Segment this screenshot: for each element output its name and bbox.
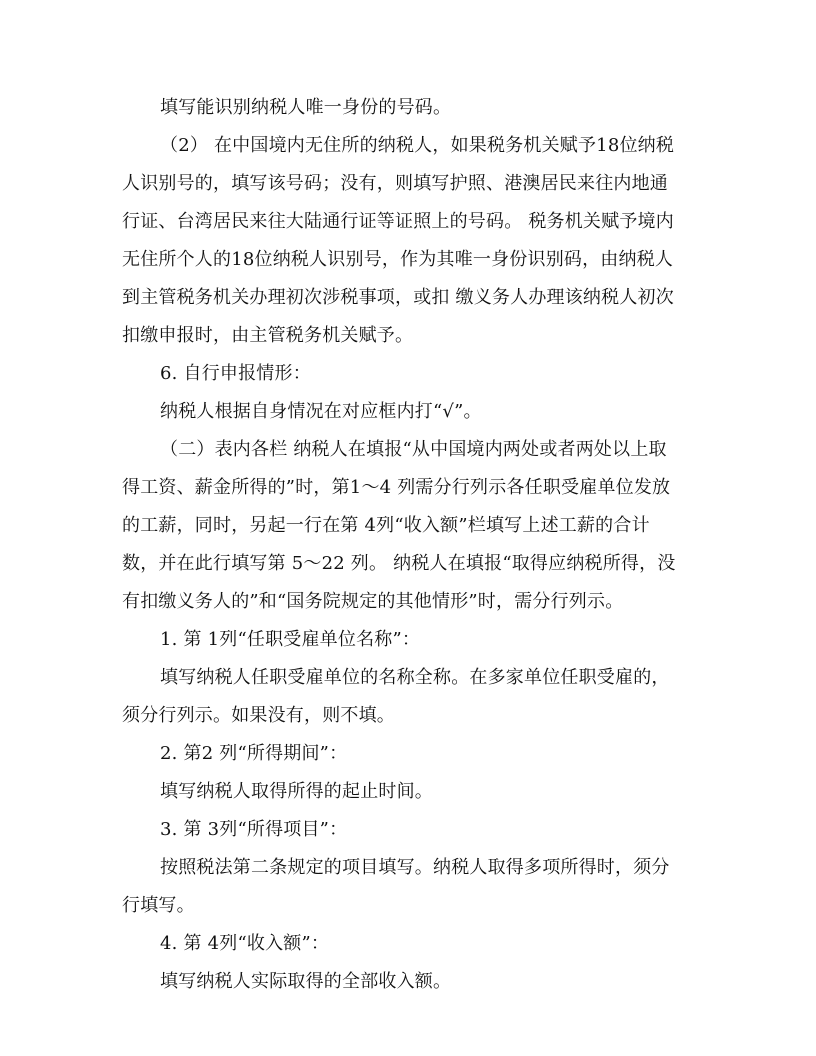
paragraph-line: 填写纳税人取得所得的起止时间。: [160, 781, 433, 802]
paragraph-line: 得工资、薪金所得的”时，第1～4 列需分行列示各任职受雇单位发放: [122, 477, 671, 498]
paragraph-line: 数，并在此行填写第 5～22 列。 纳税人在填报“取得应纳税所得，没: [122, 553, 676, 574]
paragraph-line: 到主管税务机关办理初次涉税事项，或扣 缴义务人办理该纳税人初次: [122, 287, 674, 308]
paragraph-line: 扣缴申报时，由主管税务机关赋予。: [122, 325, 414, 346]
paragraph-line: 人识别号的，填写该号码；没有，则填写护照、港澳居民来往内地通: [122, 173, 668, 194]
section-heading: 2. 第2 列“所得期间”：: [160, 743, 348, 764]
paragraph-line: 按照税法第二条规定的项目填写。纳税人取得多项所得时，须分: [160, 857, 670, 878]
paragraph-line: 行证、台湾居民来往大陆通行证等证照上的号码。 税务机关赋予境内: [122, 211, 674, 232]
paragraph-line: 有扣缴义务人的”和“国务院规定的其他情形”时，需分行列示。: [122, 591, 624, 612]
paragraph-line: 填写纳税人实际取得的全部收入额。: [160, 971, 452, 992]
paragraph-line: 须分行列示。如果没有，则不填。: [122, 705, 395, 726]
paragraph-line: 无住所个人的18位纳税人识别号，作为其唯一身份识别码，由纳税人: [122, 249, 674, 270]
section-heading: 6. 自行申报情形：: [160, 363, 311, 384]
paragraph-line: （2） 在中国境内无住所的纳税人，如果税务机关赋予18位纳税: [160, 135, 675, 156]
paragraph-line: （二）表内各栏 纳税人在填报“从中国境内两处或者两处以上取: [160, 439, 667, 460]
section-heading: 4. 第 4列“收入额”：: [160, 933, 330, 954]
paragraph-line: 的工薪，同时，另起一行在第 4列“收入额”栏填写上述工薪的合计: [122, 515, 650, 536]
paragraph-line: 行填写。: [122, 895, 195, 916]
section-heading: 3. 第 3列“所得项目”：: [160, 819, 348, 840]
paragraph-line: 纳税人根据自身情况在对应框内打“√”。: [160, 401, 482, 422]
section-heading: 1. 第 1列“任职受雇单位名称”：: [160, 629, 421, 650]
paragraph-line: 填写纳税人任职受雇单位的名称全称。在多家单位任职受雇的，: [160, 667, 670, 688]
paragraph-line: 填写能识别纳税人唯一身份的号码。: [160, 97, 452, 118]
